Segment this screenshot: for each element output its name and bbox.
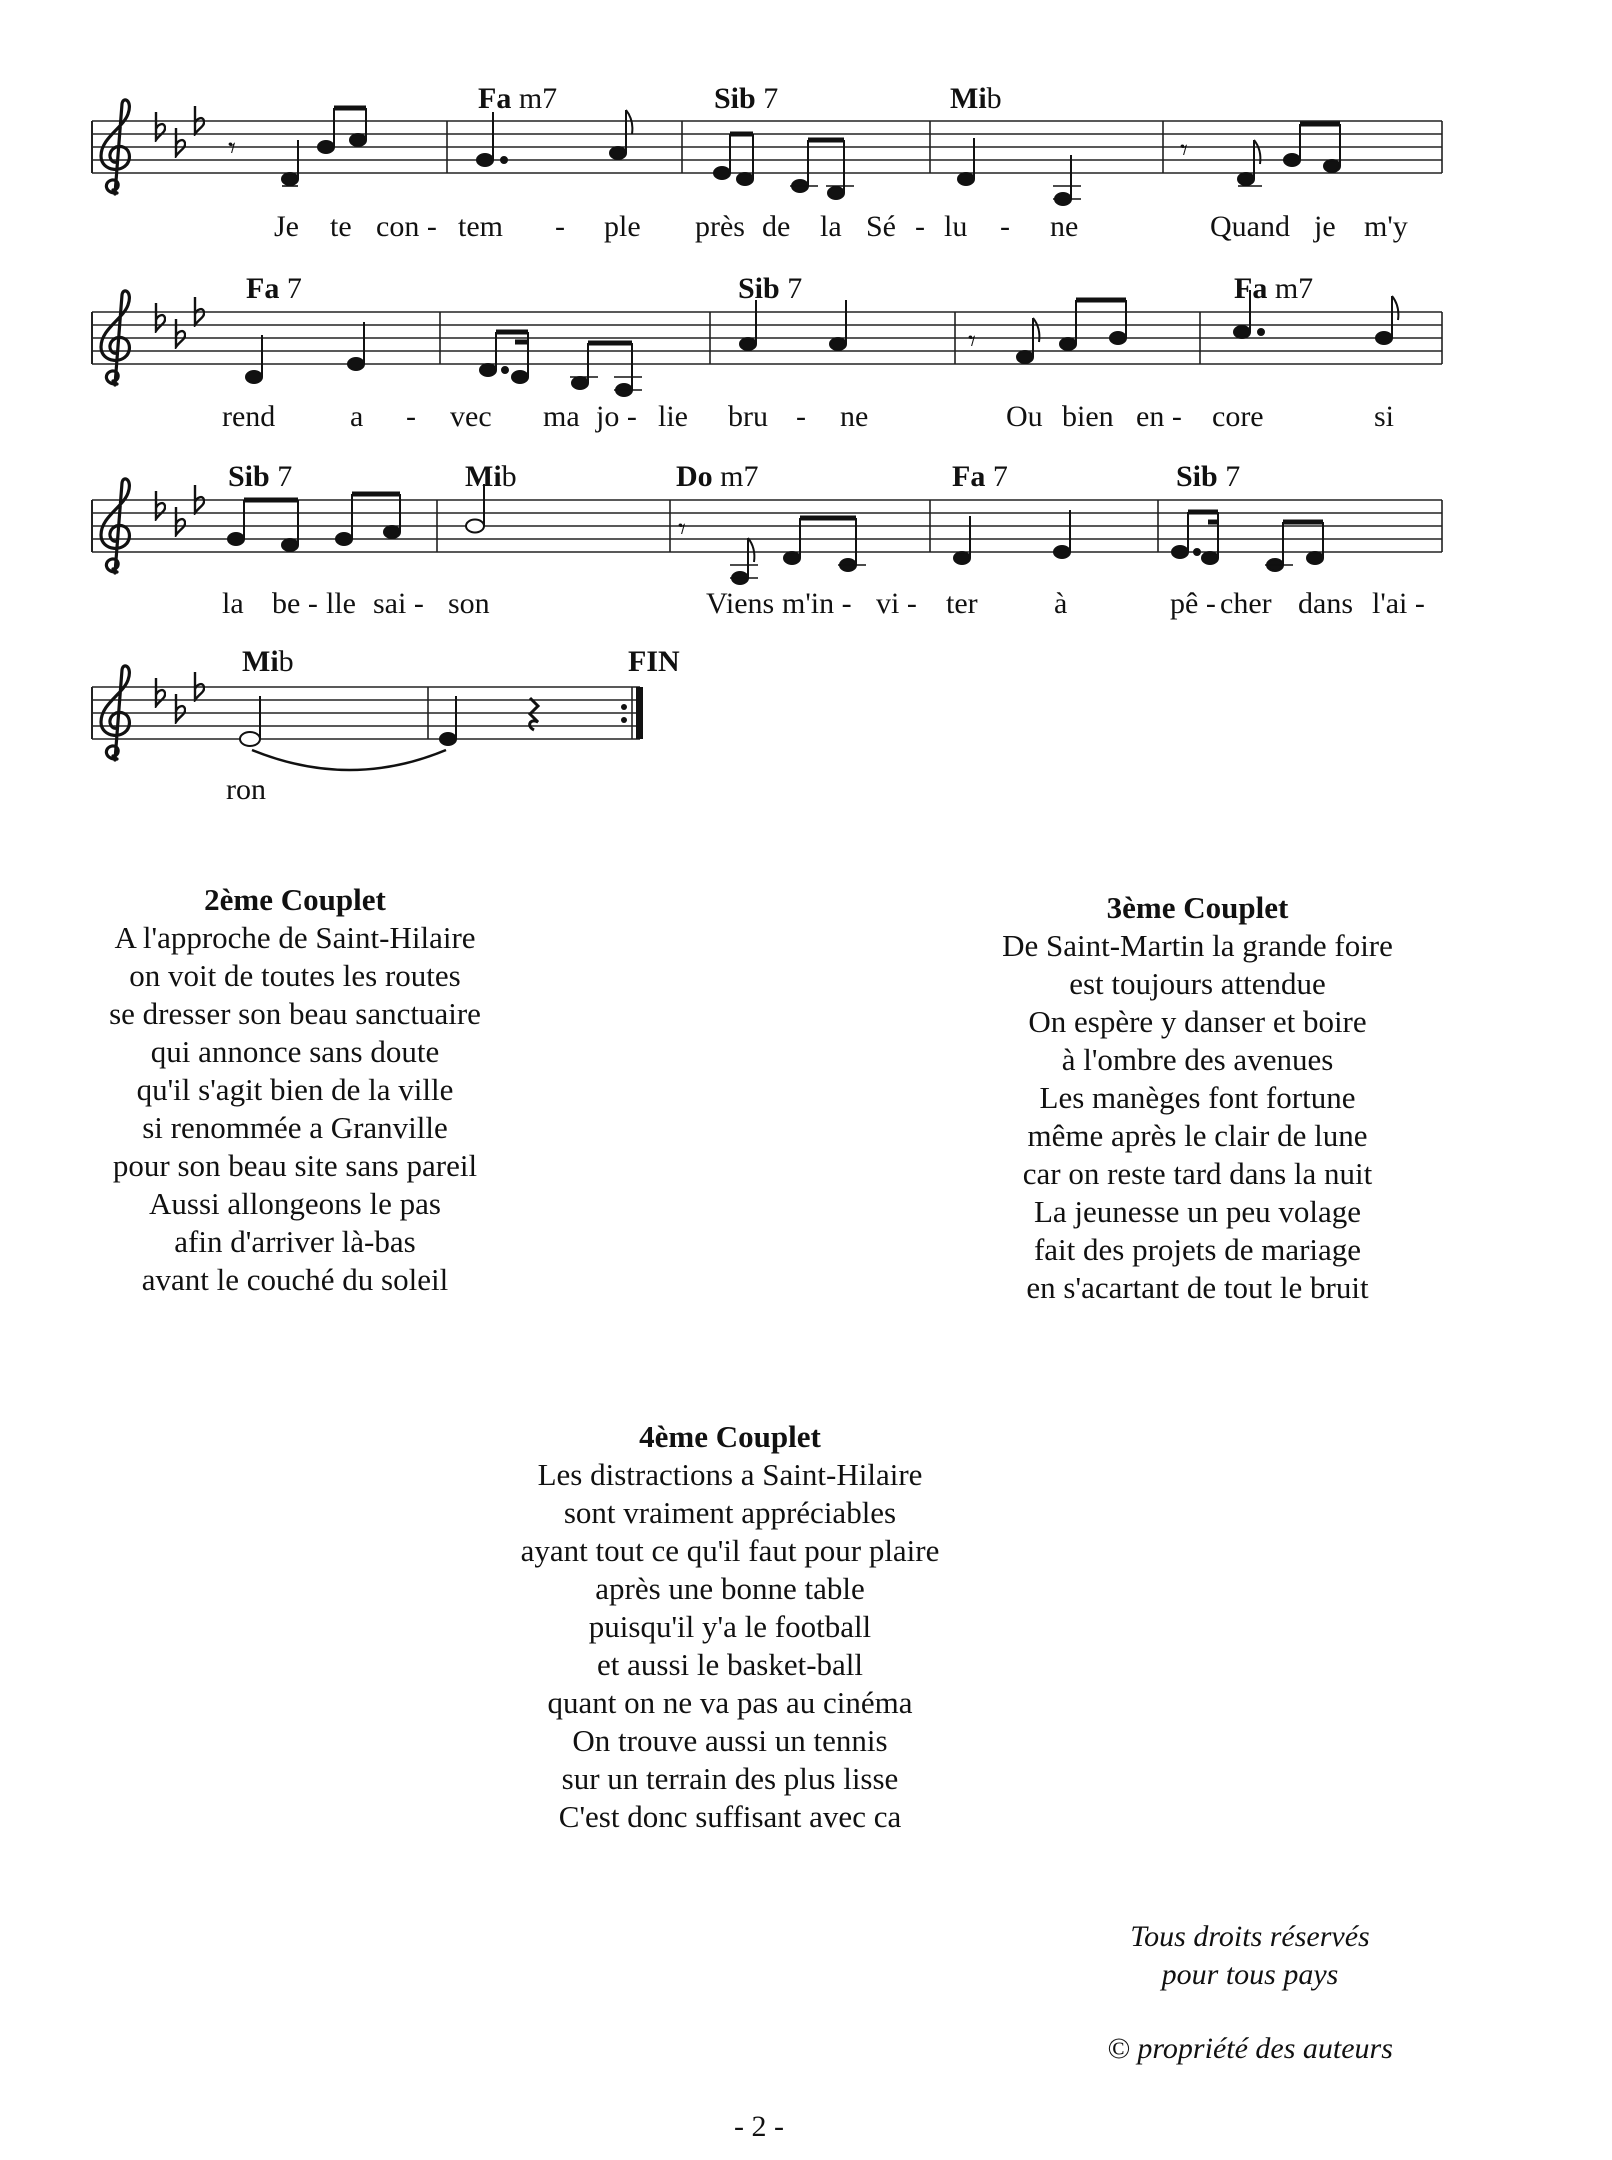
lyric-syllable: a	[350, 400, 364, 433]
lyric-syllable: la	[820, 210, 842, 243]
page-number: - 2 -	[734, 2110, 784, 2143]
verse-line: sont vraiment appréciables	[563, 1495, 897, 1530]
rights-line: Tous droits réservés	[1130, 1920, 1370, 1953]
lyric-syllable: à	[1054, 587, 1068, 620]
fin-label: FIN	[628, 645, 680, 678]
lyric-syllable: Ou	[1006, 400, 1043, 433]
chord-symbol: Sib 7	[228, 460, 293, 493]
lyric-syllable: lie	[658, 400, 688, 433]
lyric-syllable: ma	[543, 400, 580, 433]
lyric-syllable: sai -	[373, 587, 424, 620]
lyric-syllable: près	[695, 210, 745, 243]
verse-line: qu'il s'agit bien de la ville	[136, 1072, 454, 1107]
staff-line-4	[92, 666, 643, 770]
lyric-syllable: cher	[1220, 587, 1272, 620]
couplet-4	[480, 1418, 980, 1836]
lyric-syllable: bru	[728, 400, 768, 433]
lyric-syllable: ron	[226, 773, 266, 806]
verse-line: Les manèges font fortune	[1039, 1080, 1356, 1115]
verse-line: pour son beau site sans pareil	[112, 1148, 478, 1183]
lyric-syllable: lle	[326, 587, 356, 620]
verse-line: même après le clair de lune	[1027, 1118, 1368, 1153]
lyric-syllable: be -	[272, 587, 318, 620]
lyric-syllable: ter	[946, 587, 978, 620]
lyric-syllable: rend	[222, 400, 276, 433]
lyric-syllable: Viens	[706, 587, 775, 620]
copyright-notice: © propriété des auteurs	[1107, 2032, 1393, 2065]
couplet-title: 2ème Couplet	[204, 882, 386, 917]
lyric-syllable: bien	[1062, 400, 1114, 433]
chord-symbol: Sib 7	[738, 272, 803, 305]
lyric-syllable: vec	[450, 400, 492, 433]
lyric-syllable: pê -	[1170, 587, 1216, 620]
lyric-syllable: dans	[1298, 587, 1353, 620]
chord-symbol: Mib	[242, 645, 294, 678]
lyric-syllable: core	[1212, 400, 1264, 433]
verse-line: puisqu'il y'a le football	[588, 1609, 872, 1644]
verse-line: se dresser son beau sanctuaire	[109, 996, 481, 1031]
lyric-syllable: ple	[604, 210, 641, 243]
verse-line: C'est donc suffisant avec ca	[558, 1799, 902, 1834]
verse-line: si renommée a Granville	[142, 1110, 448, 1145]
verse-line: après une bonne table	[595, 1571, 865, 1606]
chord-symbol: Fa m7	[478, 82, 558, 115]
lyric-syllable: -	[406, 400, 416, 433]
lyric-syllable: m'in -	[782, 587, 852, 620]
verse-line: avant le couché du soleil	[141, 1262, 449, 1297]
svg-text:𝄾: 𝄾	[678, 512, 686, 547]
svg-text:𝄾: 𝄾	[1180, 133, 1188, 168]
lyric-syllable: ne	[840, 400, 869, 433]
lyric-syllable: la	[222, 587, 244, 620]
chord-symbol: Fa m7	[1234, 272, 1314, 305]
verse-line: quant on ne va pas au cinéma	[547, 1685, 913, 1720]
lyric-syllable: si	[1374, 400, 1395, 433]
staff-line-3	[92, 479, 1442, 584]
verse-line: à l'ombre des avenues	[1061, 1042, 1334, 1077]
svg-text:𝄾: 𝄾	[228, 131, 236, 166]
verse-line: On trouve aussi un tennis	[572, 1723, 888, 1758]
lyric-syllable: son	[448, 587, 490, 620]
verse-line: La jeunesse un peu volage	[1033, 1194, 1362, 1229]
verse-line: Aussi allongeons le pas	[149, 1186, 441, 1221]
lyric-syllable: vi -	[876, 587, 917, 620]
couplet-title: 3ème Couplet	[1106, 890, 1289, 925]
lyric-syllable: m'y	[1364, 210, 1408, 243]
verse-line: sur un terrain des plus lisse	[561, 1761, 899, 1796]
verse-line: A l'approche de Saint-Hilaire	[114, 920, 476, 955]
verse-line: car on reste tard dans la nuit	[1022, 1156, 1373, 1191]
lyric-syllable: -	[915, 210, 925, 243]
couplet-title: 4ème Couplet	[639, 1419, 821, 1454]
lyric-syllable: -	[796, 400, 806, 433]
rights-line: pour tous pays	[1161, 1958, 1339, 1991]
verse-line: De Saint-Martin la grande foire	[1002, 928, 1393, 963]
chord-symbol: Mib	[950, 82, 1002, 115]
verse-line: en s'acartant de tout le bruit	[1026, 1270, 1369, 1305]
lyric-syllable: -	[555, 210, 565, 243]
lyric-syllable: Je	[274, 210, 299, 243]
lyric-syllable: te	[330, 210, 352, 243]
lyric-syllable: -	[1000, 210, 1010, 243]
couplet-3	[960, 889, 1435, 1307]
verse-line: On espère y danser et boire	[1028, 1004, 1367, 1039]
lyric-syllable: je	[1314, 210, 1336, 243]
lyric-syllable: en -	[1136, 400, 1182, 433]
lyric-syllable: Quand	[1210, 210, 1290, 243]
verse-line: afin d'arriver là-bas	[174, 1224, 416, 1259]
chord-symbol: Sib 7	[714, 82, 779, 115]
verse-line: et aussi le basket-ball	[597, 1647, 863, 1682]
verse-line: fait des projets de mariage	[1033, 1232, 1362, 1267]
verse-line: on voit de toutes les routes	[129, 958, 461, 993]
chord-symbol: Fa 7	[952, 460, 1008, 493]
lyric-syllable: jo -	[596, 400, 637, 433]
lyric-syllable: lu	[944, 210, 968, 243]
verse-line: Les distractions a Saint-Hilaire	[537, 1457, 923, 1492]
verse-line: ayant tout ce qu'il faut pour plaire	[520, 1533, 940, 1568]
chord-symbol: Fa 7	[246, 272, 302, 305]
chord-symbol: Do m7	[676, 460, 759, 493]
lyric-syllable: Sé	[866, 210, 896, 243]
verse-line: qui annonce sans doute	[150, 1034, 440, 1069]
lyric-syllable: tem	[458, 210, 503, 243]
rights-notice	[1070, 1918, 1430, 1994]
chord-symbol: Sib 7	[1176, 460, 1241, 493]
lyric-syllable: con -	[376, 210, 437, 243]
couplet-2	[60, 881, 530, 1299]
svg-text:𝄾: 𝄾	[968, 324, 976, 359]
lyric-syllable: de	[762, 210, 791, 243]
lyric-syllable: ne	[1050, 210, 1079, 243]
lyric-syllable: l'ai -	[1372, 587, 1425, 620]
verse-line: est toujours attendue	[1069, 966, 1326, 1001]
chord-symbol: Mib	[465, 460, 517, 493]
